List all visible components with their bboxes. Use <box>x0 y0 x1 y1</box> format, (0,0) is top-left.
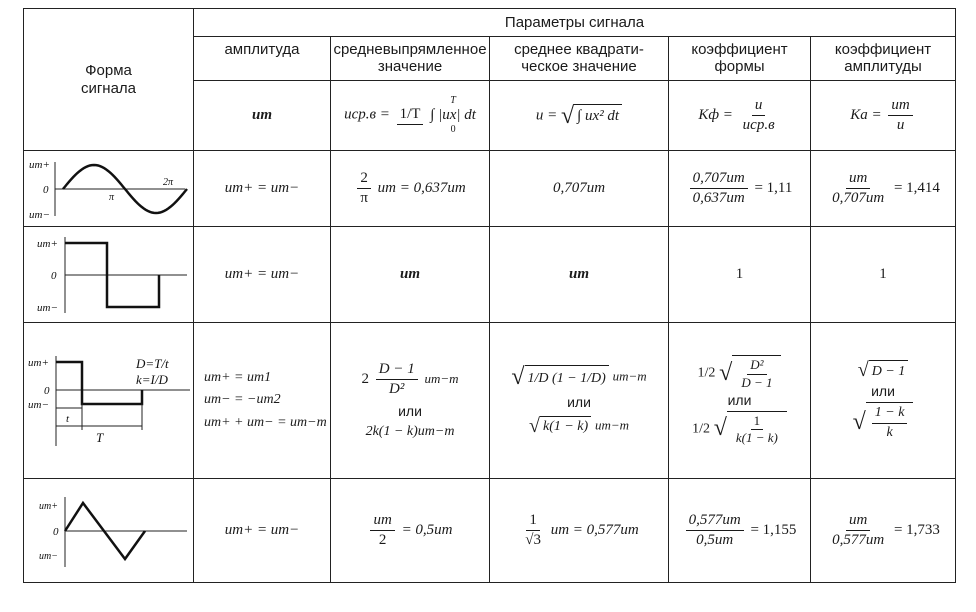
rms-square: um <box>490 227 669 323</box>
label-um-minus: um− <box>27 398 49 411</box>
rms-pulse: √ 1/D ( 1 − 1/D ) um−m или √ k(1 − k) um−m <box>490 323 669 479</box>
label-pi: π <box>108 191 114 203</box>
label-um-plus: um+ <box>38 500 58 512</box>
col-title-rms: среднее квадрати- ческое значение <box>490 37 669 81</box>
crest-triangle: $\frac{um}{0,577um}$ = 1,733 <box>811 479 956 583</box>
label-two-pi: 2π <box>162 176 173 188</box>
label-um-plus: um+ <box>28 158 50 171</box>
label-zero: 0 <box>42 183 48 196</box>
mean-sine: $\frac{2}{\pi}$ um = 0,637um <box>331 151 490 227</box>
form-triangle: $\frac{0,577um}{0,5um}$ = 1,155 <box>669 479 811 583</box>
signal-parameters-table <box>23 8 956 583</box>
label-um-minus: um− <box>38 550 58 562</box>
label-t: t <box>65 412 69 425</box>
label-T: T <box>95 429 103 445</box>
def-amplitude: um <box>194 81 331 151</box>
form-header-label: Форма сигнала <box>80 62 137 97</box>
label-d-def: D=T/t <box>135 355 169 371</box>
col-title-amplitude: амплитуда <box>194 37 331 81</box>
table-row <box>24 227 956 323</box>
square-wave-icon <box>29 231 189 319</box>
sine-wave-icon <box>29 154 189 224</box>
col-title-crest-factor: коэффициент амплитуды <box>811 37 956 81</box>
shape-sine <box>24 151 194 227</box>
rms-triangle: $\frac{1}{√3}$ um = 0,577um <box>490 479 669 583</box>
amp-square: um+ = um− <box>194 227 331 323</box>
mean-frac: 1/T <box>397 106 424 125</box>
shape-square <box>24 227 194 323</box>
shape-triangle <box>24 479 194 583</box>
label-um-plus: um+ <box>27 356 49 369</box>
mean-pulse: 2 $\frac{D - 1}{\text{D²}}$ um−m или 2k(1 − k)um−m <box>331 323 490 479</box>
label-um-minus: um− <box>28 208 50 221</box>
col-title-form-factor: коэффициент формы <box>669 37 811 81</box>
def-form-factor: Kф = $\frac{u}{\text{uср.в}}$ <box>669 81 811 151</box>
table-row <box>24 151 956 227</box>
form-header-cell <box>24 9 194 151</box>
params-title: Параметры сигнала <box>194 9 956 37</box>
pulse-wave-icon <box>26 346 192 456</box>
col-title-mean: средневыпрямленное значение <box>331 37 490 81</box>
label-zero: 0 <box>52 525 58 538</box>
mean-square: um <box>331 227 490 323</box>
rms-sine: 0,707um <box>490 151 669 227</box>
def-crest-factor: Ka = $\frac{um}{u}$ <box>811 81 956 151</box>
amp-triangle: um+ = um− <box>194 479 331 583</box>
label-zero: 0 <box>50 269 56 282</box>
triangle-wave-icon <box>29 491 189 571</box>
def-mean: uср.в = 1/T T ∫ |ux| dt 0 <box>331 81 490 151</box>
def-rms: u = √ ∫ ux² dt <box>490 81 669 151</box>
crest-square: 1 <box>811 227 956 323</box>
amp-pulse: um+ = um1 um− = −um2 um+ + um− = um−m <box>194 323 331 479</box>
form-sine: $\frac{0,707um}{0,637um}$ = 1,11 <box>669 151 811 227</box>
crest-pulse: √ D − 1 или √ $\frac{1 - k}{k}$ <box>811 323 956 479</box>
table-row <box>24 323 956 479</box>
label-k-def: k=I/D <box>135 371 168 387</box>
form-square: 1 <box>669 227 811 323</box>
table-row <box>24 479 956 583</box>
label-um-plus: um+ <box>36 237 58 250</box>
label-zero: 0 <box>43 384 49 397</box>
form-pulse: 1/2 √ $\frac{\text{D²}}{D - 1}$ или 1/2 √ $\frac{1}{k(1 - k)}$ <box>669 323 811 479</box>
mean-triangle: $\frac{um}{2}$ = 0,5um <box>331 479 490 583</box>
crest-sine: $\frac{um}{0,707um}$ = 1,414 <box>811 151 956 227</box>
shape-pulse <box>24 323 194 479</box>
label-um-minus: um− <box>36 301 58 314</box>
amp-sine: um+ = um− <box>194 151 331 227</box>
